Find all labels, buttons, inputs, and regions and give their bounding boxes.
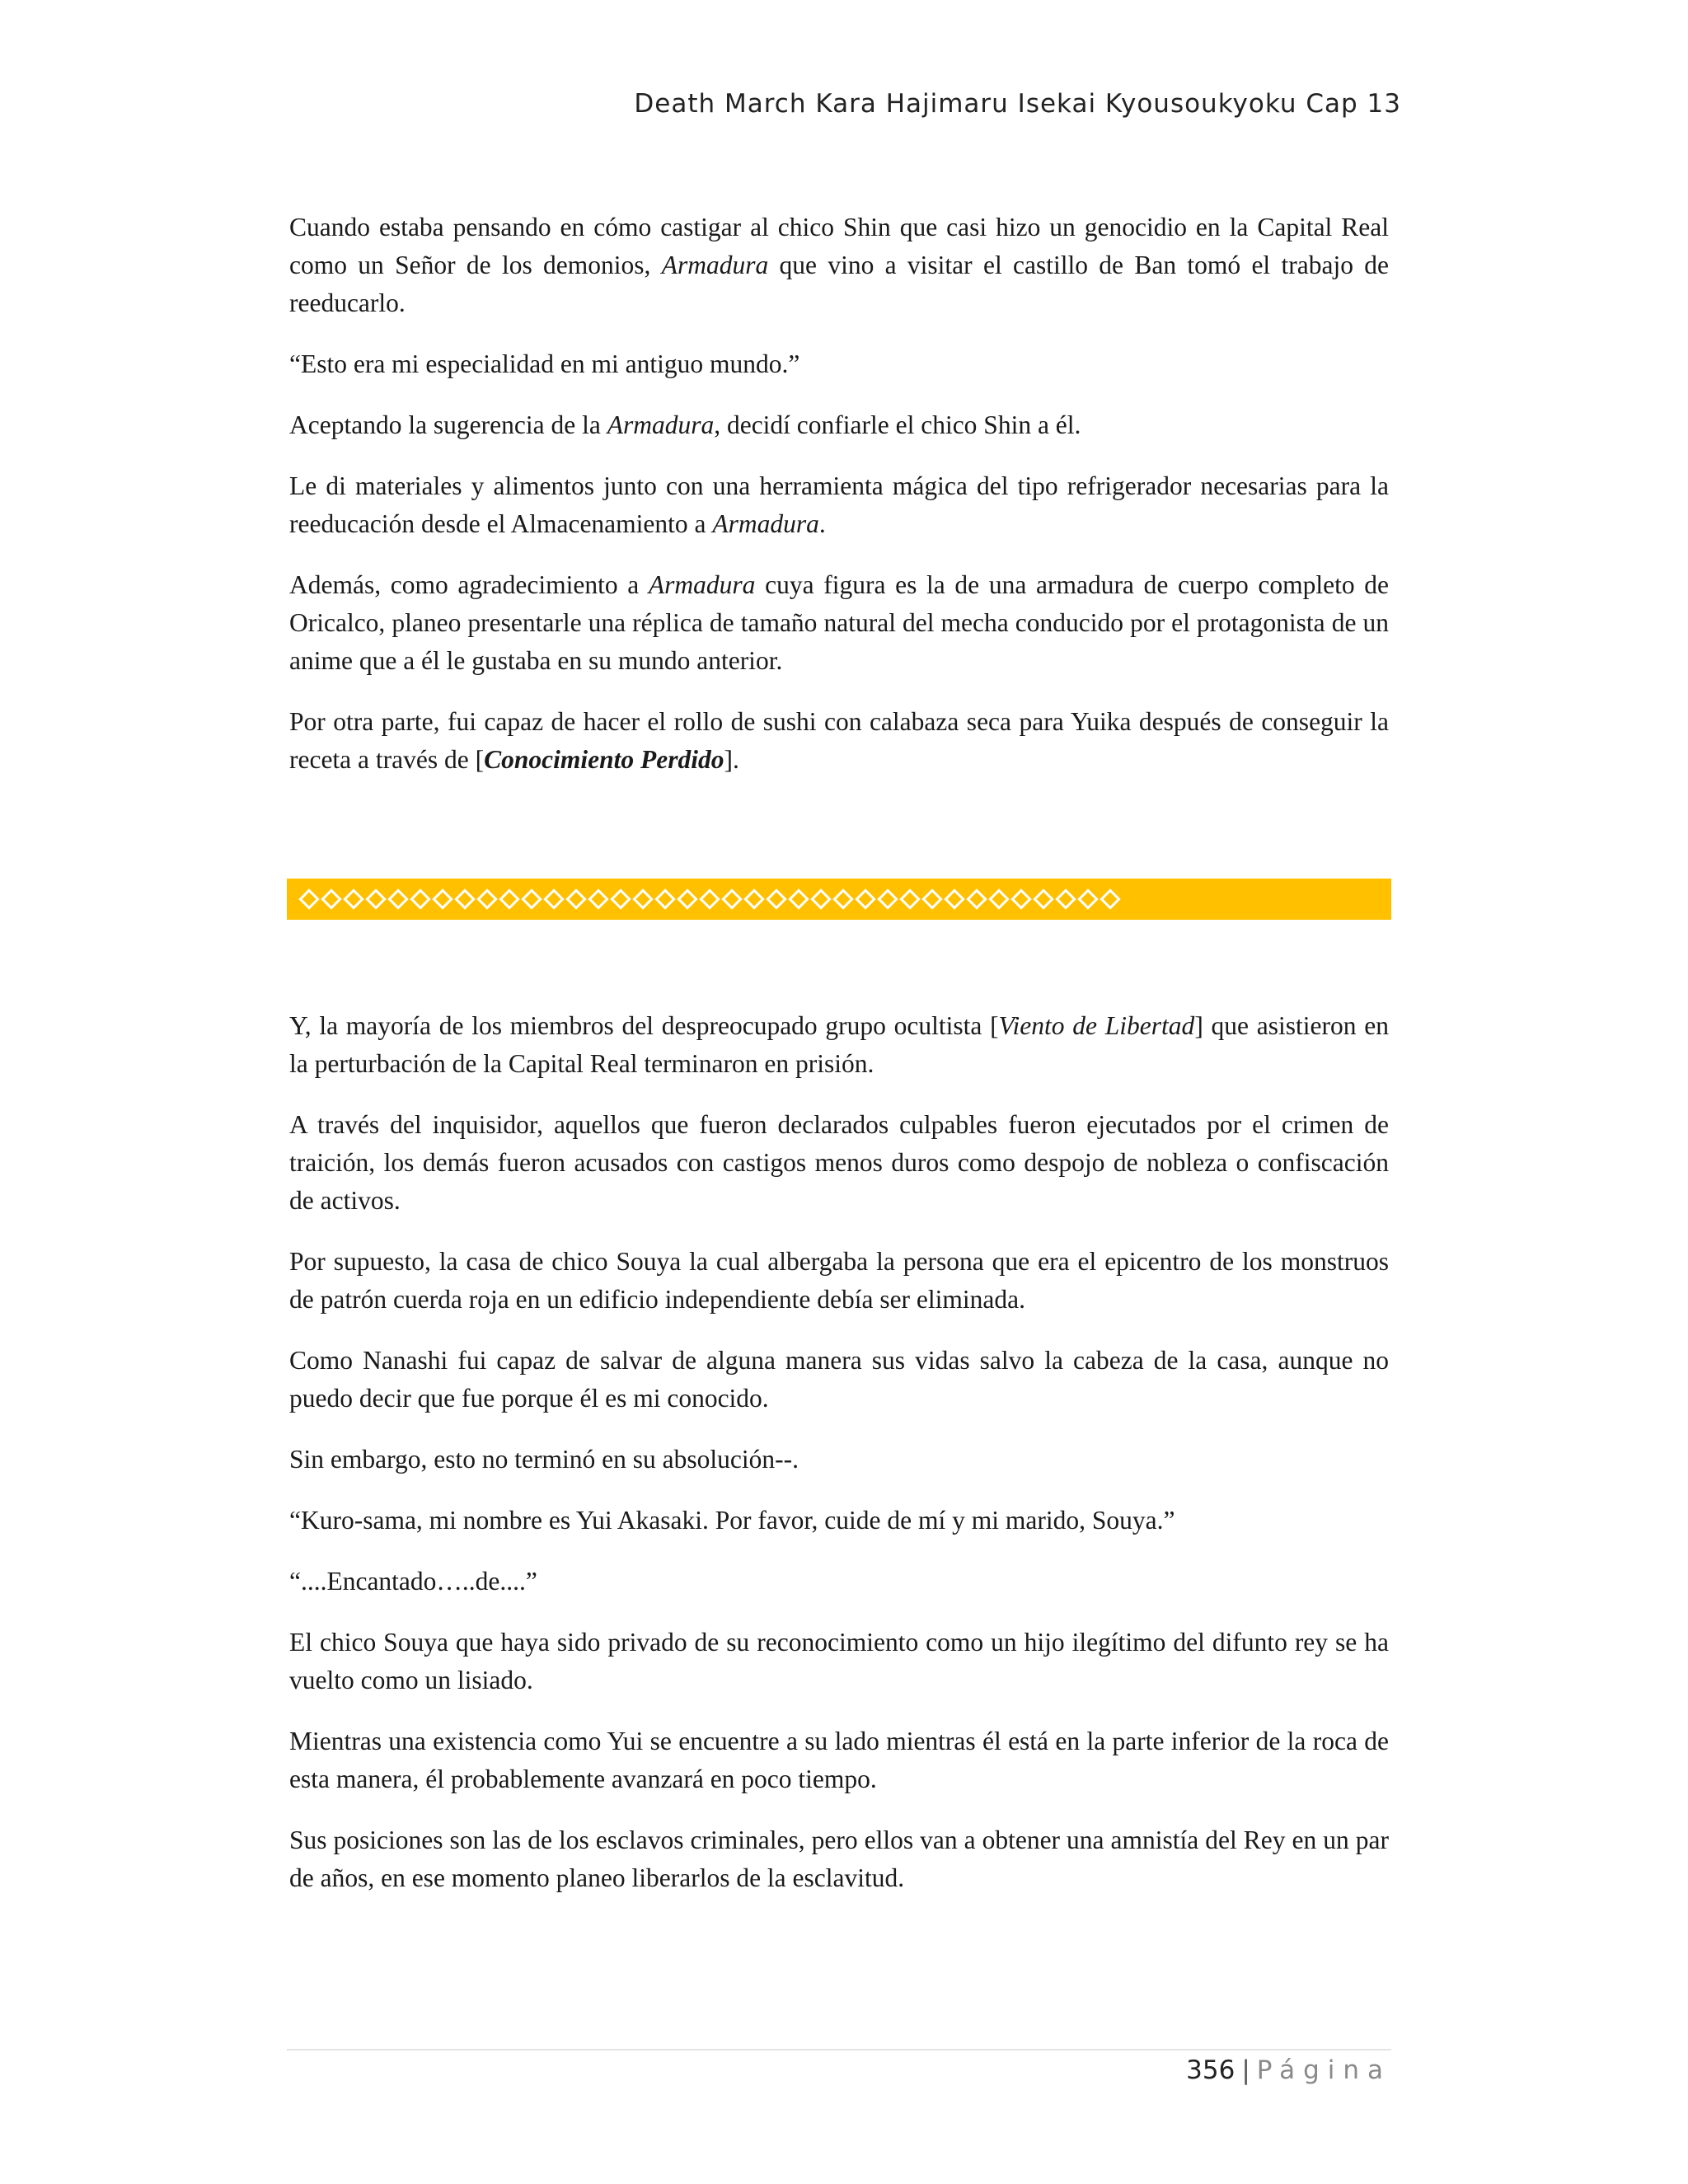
diamond-icon — [632, 888, 653, 909]
diamond-icon — [877, 888, 898, 909]
footer-separator: | — [1241, 2055, 1250, 2085]
page-label: Página — [1256, 2055, 1391, 2085]
paragraph: “....Encantado…..de....” — [289, 1567, 537, 1596]
diamond-icon — [432, 888, 452, 909]
diamond-icon — [1100, 888, 1120, 909]
diamond-icon — [543, 888, 564, 909]
paragraph: Como Nanashi fui capaz de salvar de alguna manera sus vidas salvo la cabeza de la casa, aunque no puedo decir que fue porque él es mi conocido. — [289, 1346, 1389, 1413]
diamond-icon — [921, 888, 942, 909]
diamond-icon — [521, 888, 542, 909]
paragraph: Sin embargo, esto no terminó en su absolución--. — [289, 1445, 799, 1474]
diamond-icon — [966, 888, 987, 909]
paragraph: Por supuesto, la casa de chico Souya la cual albergaba la persona que era el epicentro de los monstruos de patrón cuerda roja en un edificio independiente debía ser eliminada. — [289, 1247, 1389, 1314]
paragraph: Aceptando la sugerencia de la Armadura, decidí confiarle el chico Shin a él. — [289, 410, 1081, 439]
diamond-icon — [321, 888, 341, 909]
diamond-icon — [944, 888, 964, 909]
diamond-icon — [899, 888, 920, 909]
paragraph: Le di materiales y alimentos junto con una herramienta mágica del tipo refrigerador necesarias para la reeducación desde el Almacenamiento a Armadura. — [289, 471, 1389, 538]
diamond-icon — [588, 888, 608, 909]
diamond-icon — [699, 888, 720, 909]
diamond-icon — [1077, 888, 1098, 909]
diamond-icon — [832, 888, 853, 909]
diamond-icon — [387, 888, 408, 909]
paragraph: Sus posiciones son las de los esclavos criminales, pero ellos van a obtener una amnistía del Rey en un par de años, en ese momento planeo liberarlos de la esclavitud. — [289, 1825, 1389, 1892]
diamond-icon — [343, 888, 363, 909]
diamond-icon — [610, 888, 631, 909]
paragraph: A través del inquisidor, aquellos que fueron declarados culpables fueron ejecutados por el crimen de traición, los demás fueron acusados con castigos menos duros como despojo de nobleza o confiscación de activos. — [289, 1110, 1389, 1215]
diamond-icon — [298, 888, 319, 909]
paragraph: Además, como agradecimiento a Armadura cuya figura es la de una armadura de cuerpo completo de Oricalco, planeo presentarle una réplica de tamaño natural del mecha conducido por el protagonista de un anime que a él le gustaba en su mundo anterior. — [289, 570, 1389, 675]
diamond-icon — [988, 888, 1009, 909]
footer-rule — [287, 2049, 1391, 2050]
paragraph: El chico Souya que haya sido privado de su reconocimiento como un hijo ilegítimo del difunto rey se ha vuelto como un lisiado. — [289, 1628, 1389, 1694]
diamond-icon — [1010, 888, 1031, 909]
section-1-body — [289, 209, 1389, 779]
diamond-icon — [454, 888, 475, 909]
paragraph: Por otra parte, fui capaz de hacer el rollo de sushi con calabaza seca para Yuika después de conseguir la receta a través de [Conocimiento Perdido]. — [289, 707, 1389, 774]
page-header-title: Death March Kara Hajimaru Isekai Kyousoukyoku Cap 13 — [634, 89, 1401, 119]
diamond-icon — [855, 888, 875, 909]
page-number: 356 — [1186, 2055, 1236, 2085]
diamond-icon — [565, 888, 586, 909]
paragraph: Mientras una existencia como Yui se encuentre a su lado mientras él está en la parte inferior de la roca de esta manera, él probablemente avanzará en poco tiempo. — [289, 1727, 1389, 1793]
section-divider-bar — [287, 879, 1391, 920]
diamond-icon — [654, 888, 675, 909]
section-2-body — [289, 1007, 1389, 1897]
paragraph: Cuando estaba pensando en cómo castigar al chico Shin que casi hizo un genocidio en la Capital Real como un Señor de los demonios, Armadura que vino a visitar el castillo de Ban tomó el trabajo de reeducarlo. — [289, 213, 1389, 317]
paragraph: Y, la mayoría de los miembros del despreocupado grupo ocultista [Viento de Libertad] que asistieron en la perturbación de la Capital Real terminaron en prisión. — [289, 1011, 1390, 1078]
diamond-icon — [499, 888, 519, 909]
diamond-icon — [810, 888, 831, 909]
diamond-icon — [743, 888, 764, 909]
diamond-icon — [721, 888, 742, 909]
diamond-icon — [788, 888, 809, 909]
diamond-icon — [476, 888, 497, 909]
page-footer — [1186, 2055, 1391, 2085]
diamond-icon — [677, 888, 697, 909]
diamond-icon — [766, 888, 786, 909]
diamond-icon — [1055, 888, 1076, 909]
diamond-icon — [365, 888, 386, 909]
paragraph: “Esto era mi especialidad en mi antiguo mundo.” — [289, 349, 800, 378]
diamond-icon — [1033, 888, 1053, 909]
paragraph: “Kuro-sama, mi nombre es Yui Akasaki. Por favor, cuide de mí y mi marido, Souya.” — [289, 1506, 1175, 1535]
diamond-icon — [410, 888, 430, 909]
